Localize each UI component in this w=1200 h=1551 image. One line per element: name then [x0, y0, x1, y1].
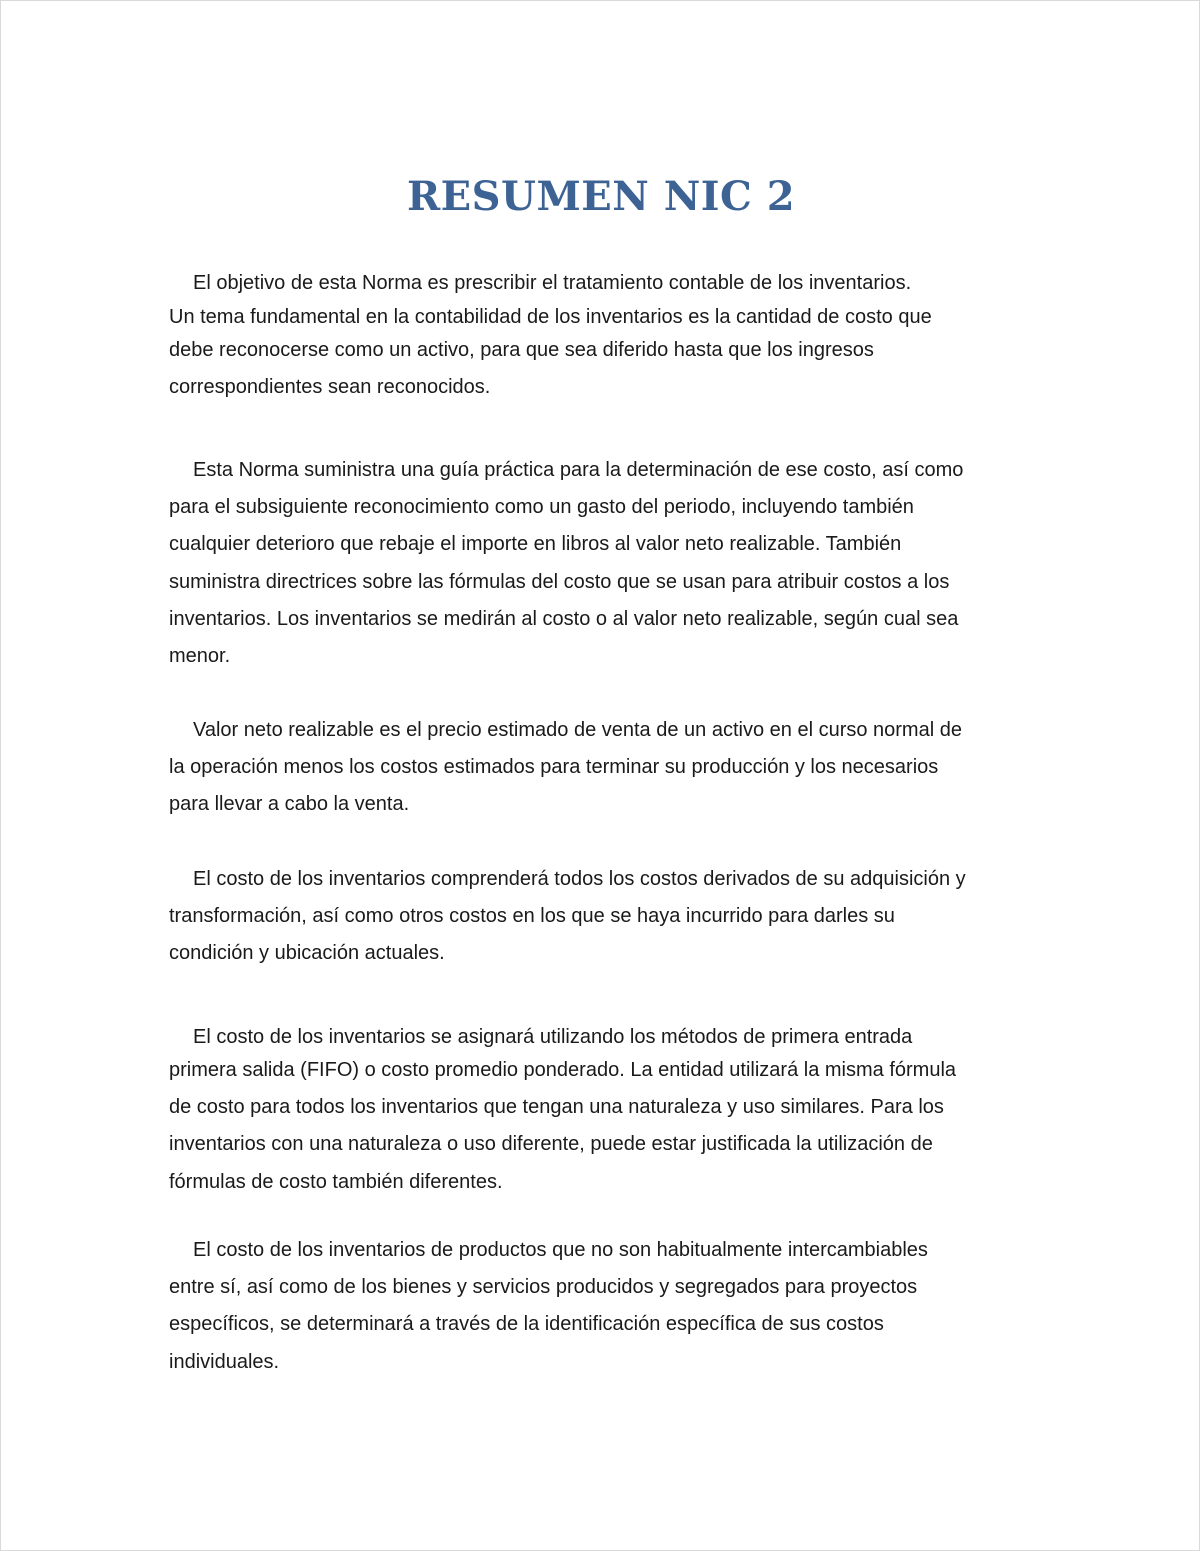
paragraph-line: El costo de los inventarios se asignará utilizando los métodos de primera entrada [193, 1026, 913, 1048]
paragraph-line: individuales. [169, 1350, 280, 1373]
paragraph-line: primera salida (FIFO) o costo promedio ponderado. La entidad utilizará la misma fórmula [169, 1059, 957, 1081]
paragraph-line: para el subsiguiente reconocimiento como un gasto del periodo, incluyendo también [169, 496, 914, 519]
paragraph-line: para llevar a cabo la venta. [169, 793, 410, 816]
document-title: RESUMEN NIC 2 [406, 173, 796, 220]
paragraph-line: específicos, se determinará a través de la identificación específica de sus costos [169, 1313, 884, 1336]
paragraph-line: cualquier deterioro que rebaje el importe en libros al valor neto realizable. También [169, 533, 902, 556]
paragraph-line: inventarios con una naturaleza o uso diferente, puede estar justificada la utilización de [169, 1133, 933, 1156]
paragraph-line: El objetivo de esta Norma es prescribir el tratamiento contable de los inventarios. [193, 272, 912, 294]
paragraph-net-realizable-value [169, 712, 1039, 824]
paragraph-line: condición y ubicación actuales. [169, 942, 445, 965]
paragraph-line: El costo de los inventarios comprenderá todos los costos derivados de su adquisición y [193, 868, 966, 890]
paragraph-guidance [169, 452, 1039, 675]
paragraph-line: suministra directrices sobre las fórmulas del costo que se usan para atribuir costos a los [169, 570, 950, 593]
paragraph-line: Valor neto realizable es el precio estimado de venta de un activo en el curso normal de [193, 719, 962, 741]
paragraph-line: transformación, así como otros costos en los que se haya incurrido para darles su [169, 905, 895, 928]
paragraph-line: de costo para todos los inventarios que tengan una naturaleza y uso similares. Para los [169, 1096, 944, 1119]
paragraph-line: Un tema fundamental en la contabilidad de los inventarios es la cantidad de costo que [169, 306, 932, 329]
paragraph-line: correspondientes sean reconocidos. [169, 376, 491, 399]
paragraph-line: inventarios. Los inventarios se medirán al costo o al valor neto realizable, según cual sea [169, 607, 959, 630]
paragraph-cost-formulas [169, 1022, 1039, 1201]
paragraph-objective [169, 265, 1039, 407]
paragraph-line: entre sí, así como de los bienes y servicios producidos y segregados para proyectos [169, 1276, 918, 1299]
paragraph-line: menor. [169, 645, 231, 668]
paragraph-line: El costo de los inventarios de productos que no son habitualmente intercambiables [193, 1239, 928, 1261]
paragraph-line: debe reconocerse como un activo, para que sea diferido hasta que los ingresos [169, 339, 874, 362]
paragraph-inventory-cost [169, 861, 1039, 973]
paragraph-line: fórmulas de costo también diferentes. [169, 1170, 503, 1193]
paragraph-specific-identification [169, 1232, 1039, 1381]
paragraph-line: Esta Norma suministra una guía práctica para la determinación de ese costo, así como [193, 459, 964, 481]
paragraph-line: la operación menos los costos estimados para terminar su producción y los necesarios [169, 756, 939, 779]
